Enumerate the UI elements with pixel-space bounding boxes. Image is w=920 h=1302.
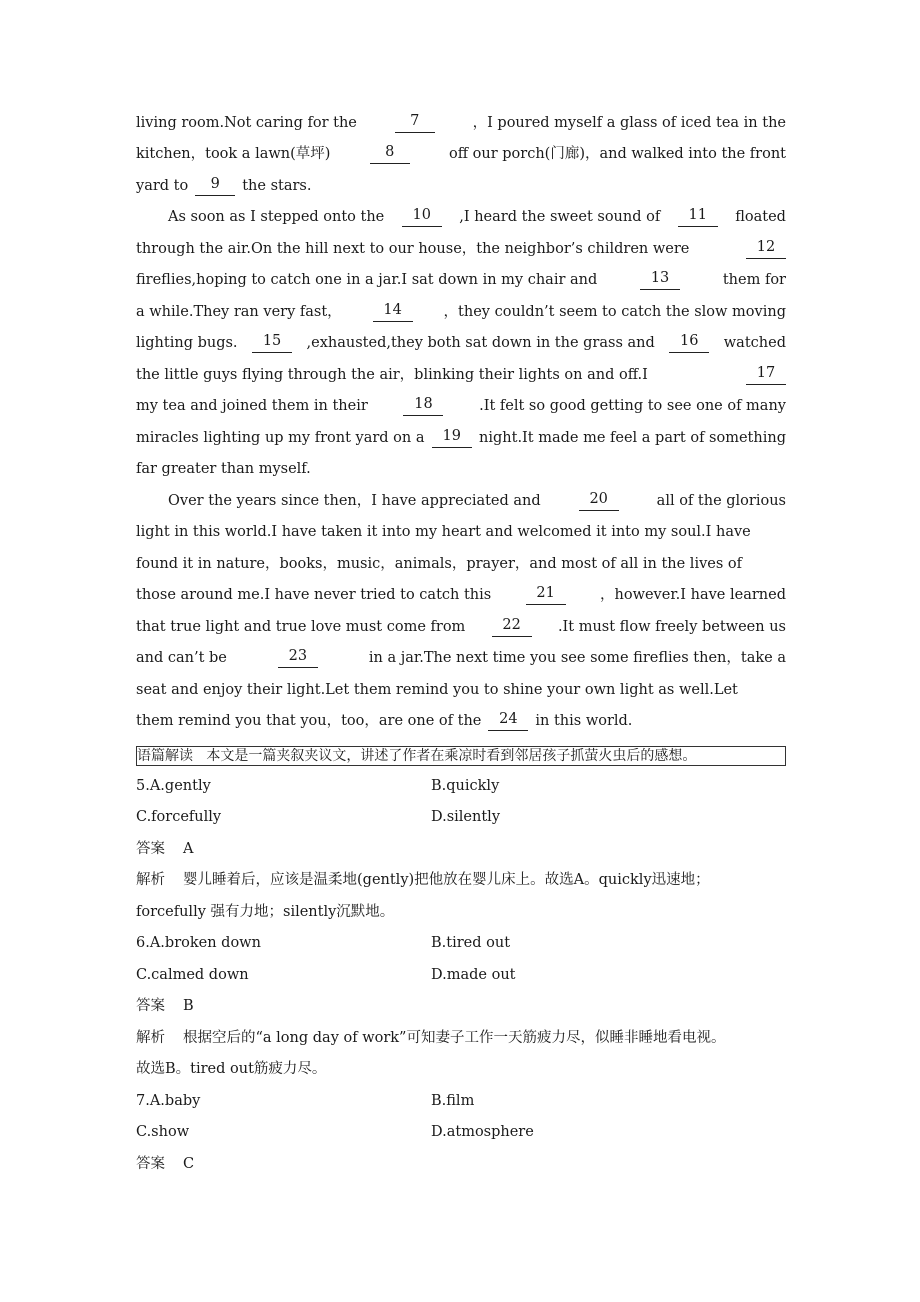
passage-text: yard to: [136, 178, 189, 194]
analysis-text: 根据空后的“a long day of work”可知妻子工作一天筋疲力尽，似睡非睡地看电视。: [183, 1030, 726, 1046]
passage-text: floated: [735, 209, 786, 225]
cloze-blank-22: 22: [492, 617, 532, 637]
passage-text: ,I heard the sweet sound of: [459, 209, 661, 225]
passage-line: [136, 585, 786, 605]
passage-text: ，they couldn’t seem to catch the slow moving: [443, 304, 786, 320]
cloze-blank-16: 16: [669, 333, 709, 353]
passage-text: kitchen，took a lawn(草坪): [136, 146, 331, 162]
passage-line: [136, 396, 786, 416]
passage-line: [136, 459, 786, 479]
analysis-text: 婴儿睡着后，应该是温柔地(gently)把他放在婴儿床上。故选A。quickly迅速地；: [183, 872, 710, 888]
cloze-blank-15: 15: [252, 333, 292, 353]
analysis-text: 故选B。tired out筋疲力尽。: [136, 1061, 327, 1077]
passage-text: ，I poured myself a glass of iced tea in the: [472, 115, 786, 131]
passage-text: miracles lighting up my front yard on a: [136, 430, 425, 446]
q5-option-a: 5.A.gently: [136, 778, 211, 794]
answer-value: A: [183, 841, 194, 857]
q6-option-a: 6.A.broken down: [136, 935, 261, 951]
question-7-options-row-2: [136, 1122, 786, 1142]
summary-text: 本文是一篇夹叙夹议文，讲述了作者在乘凉时看到邻居孩子抓萤火虫后的感想。: [206, 748, 697, 764]
cloze-blank-17: 17: [746, 365, 786, 385]
passage-line: [136, 428, 786, 448]
passage-text: my tea and joined them in their: [136, 398, 368, 414]
cloze-blank-11: 11: [678, 207, 718, 227]
cloze-blank-7: 7: [395, 113, 435, 133]
passage-line: [136, 270, 786, 290]
analysis-label: 解析: [136, 872, 165, 888]
cloze-blank-21: 21: [526, 585, 566, 605]
passage-line: [136, 113, 786, 133]
analysis-text: forcefully 强有力地；silently沉默地。: [136, 904, 395, 920]
q5-answer: [136, 839, 193, 859]
passage-line: [136, 144, 786, 164]
passage-text: those around me.I have never tried to catch this: [136, 587, 492, 603]
cloze-blank-13: 13: [640, 270, 680, 290]
passage-text: all of the glorious: [656, 493, 786, 509]
passage-text: far greater than myself.: [136, 461, 311, 477]
passage-text: As soon as I stepped onto the: [168, 209, 385, 225]
q7-option-d: D.atmosphere: [431, 1124, 534, 1140]
passage-summary-box: [136, 746, 786, 766]
passage-text: found it in nature，books，music，animals，prayer，and most of all in the lives of: [136, 556, 742, 572]
answer-value: B: [183, 998, 194, 1014]
passage-text: watched: [723, 335, 786, 351]
q7-option-b: B.film: [431, 1093, 475, 1109]
cloze-blank-24: 24: [488, 711, 528, 731]
q5-analysis-line-2: [136, 902, 394, 922]
passage-text: the stars.: [242, 178, 312, 194]
question-6-options-row-1: [136, 933, 786, 953]
passage-text: fireflies,hoping to catch one in a jar.I sat down in my chair and: [136, 272, 598, 288]
passage-text: night.It made me feel a part of something: [479, 430, 786, 446]
q5-option-d: D.silently: [431, 809, 501, 825]
passage-line: [136, 239, 786, 259]
q5-option-c: C.forcefully: [136, 809, 222, 825]
summary-label: 语篇解读: [137, 748, 193, 764]
passage-line: [136, 333, 786, 353]
passage-line: [136, 491, 786, 511]
q7-answer: [136, 1154, 194, 1174]
passage-text: light in this world.I have taken it into my heart and welcomed it into my soul.I have: [136, 524, 751, 540]
passage-text: living room.Not caring for the: [136, 115, 357, 131]
passage-text: lighting bugs.: [136, 335, 238, 351]
cloze-blank-9: 9: [195, 176, 235, 196]
passage-line: [136, 302, 786, 322]
cloze-blank-20: 20: [579, 491, 619, 511]
question-5-options-row-1: [136, 776, 786, 796]
cloze-blank-23: 23: [278, 648, 318, 668]
passage-line: [136, 207, 786, 227]
answer-label: 答案: [136, 841, 165, 857]
passage-text: them remind you that you，too，are one of the: [136, 713, 482, 729]
q6-option-b: B.tired out: [431, 935, 511, 951]
q6-answer: [136, 996, 194, 1016]
passage-text: the little guys flying through the air，blinking their lights on and off.I: [136, 367, 648, 383]
passage-text: ，however.I have learned: [600, 587, 786, 603]
passage-text: .It felt so good getting to see one of many: [479, 398, 786, 414]
cloze-blank-12: 12: [746, 239, 786, 259]
passage-text: a while.They ran very fast，: [136, 304, 342, 320]
passage-text: in this world.: [535, 713, 633, 729]
passage-text: .It must flow freely between us: [557, 619, 786, 635]
answer-label: 答案: [136, 1156, 165, 1172]
passage-text: them for: [722, 272, 786, 288]
question-7-options-row-1: [136, 1091, 786, 1111]
q5-option-b: B.quickly: [431, 778, 500, 794]
passage-line: [136, 176, 786, 196]
passage-text: in a jar.The next time you see some fireflies then，take a: [368, 650, 786, 666]
passage-line: [136, 554, 786, 574]
q6-option-c: C.calmed down: [136, 967, 249, 983]
question-5-options-row-2: [136, 807, 786, 827]
passage-line: [136, 617, 786, 637]
q5-analysis-line-1: [136, 870, 710, 890]
passage-text: Over the years since then，I have appreciated and: [168, 493, 541, 509]
passage-text: and can’t be: [136, 650, 227, 666]
question-6-options-row-2: [136, 965, 786, 985]
passage-text: that true light and true love must come from: [136, 619, 466, 635]
cloze-blank-10: 10: [402, 207, 442, 227]
cloze-blank-14: 14: [373, 302, 413, 322]
passage-text: ,exhausted,they both sat down in the grass and: [306, 335, 655, 351]
passage-line: [136, 680, 786, 700]
passage-line: [136, 522, 786, 542]
answer-label: 答案: [136, 998, 165, 1014]
cloze-blank-19: 19: [432, 428, 472, 448]
passage-line: [136, 365, 786, 385]
analysis-label: 解析: [136, 1030, 165, 1046]
q7-option-a: 7.A.baby: [136, 1093, 201, 1109]
q6-option-d: D.made out: [431, 967, 516, 983]
passage-line: [136, 711, 786, 731]
passage-text: seat and enjoy their light.Let them remind you to shine your own light as well.Let: [136, 682, 738, 698]
answer-value: C: [183, 1156, 195, 1172]
cloze-blank-18: 18: [403, 396, 443, 416]
passage-text: off our porch(门廊)，and walked into the front: [449, 146, 786, 162]
cloze-blank-8: 8: [370, 144, 410, 164]
q6-analysis-line-2: [136, 1059, 326, 1079]
q7-option-c: C.show: [136, 1124, 190, 1140]
passage-text: through the air.On the hill next to our house，the neighbor’s children were: [136, 241, 690, 257]
q6-analysis-line-1: [136, 1028, 725, 1048]
passage-line: [136, 648, 786, 668]
